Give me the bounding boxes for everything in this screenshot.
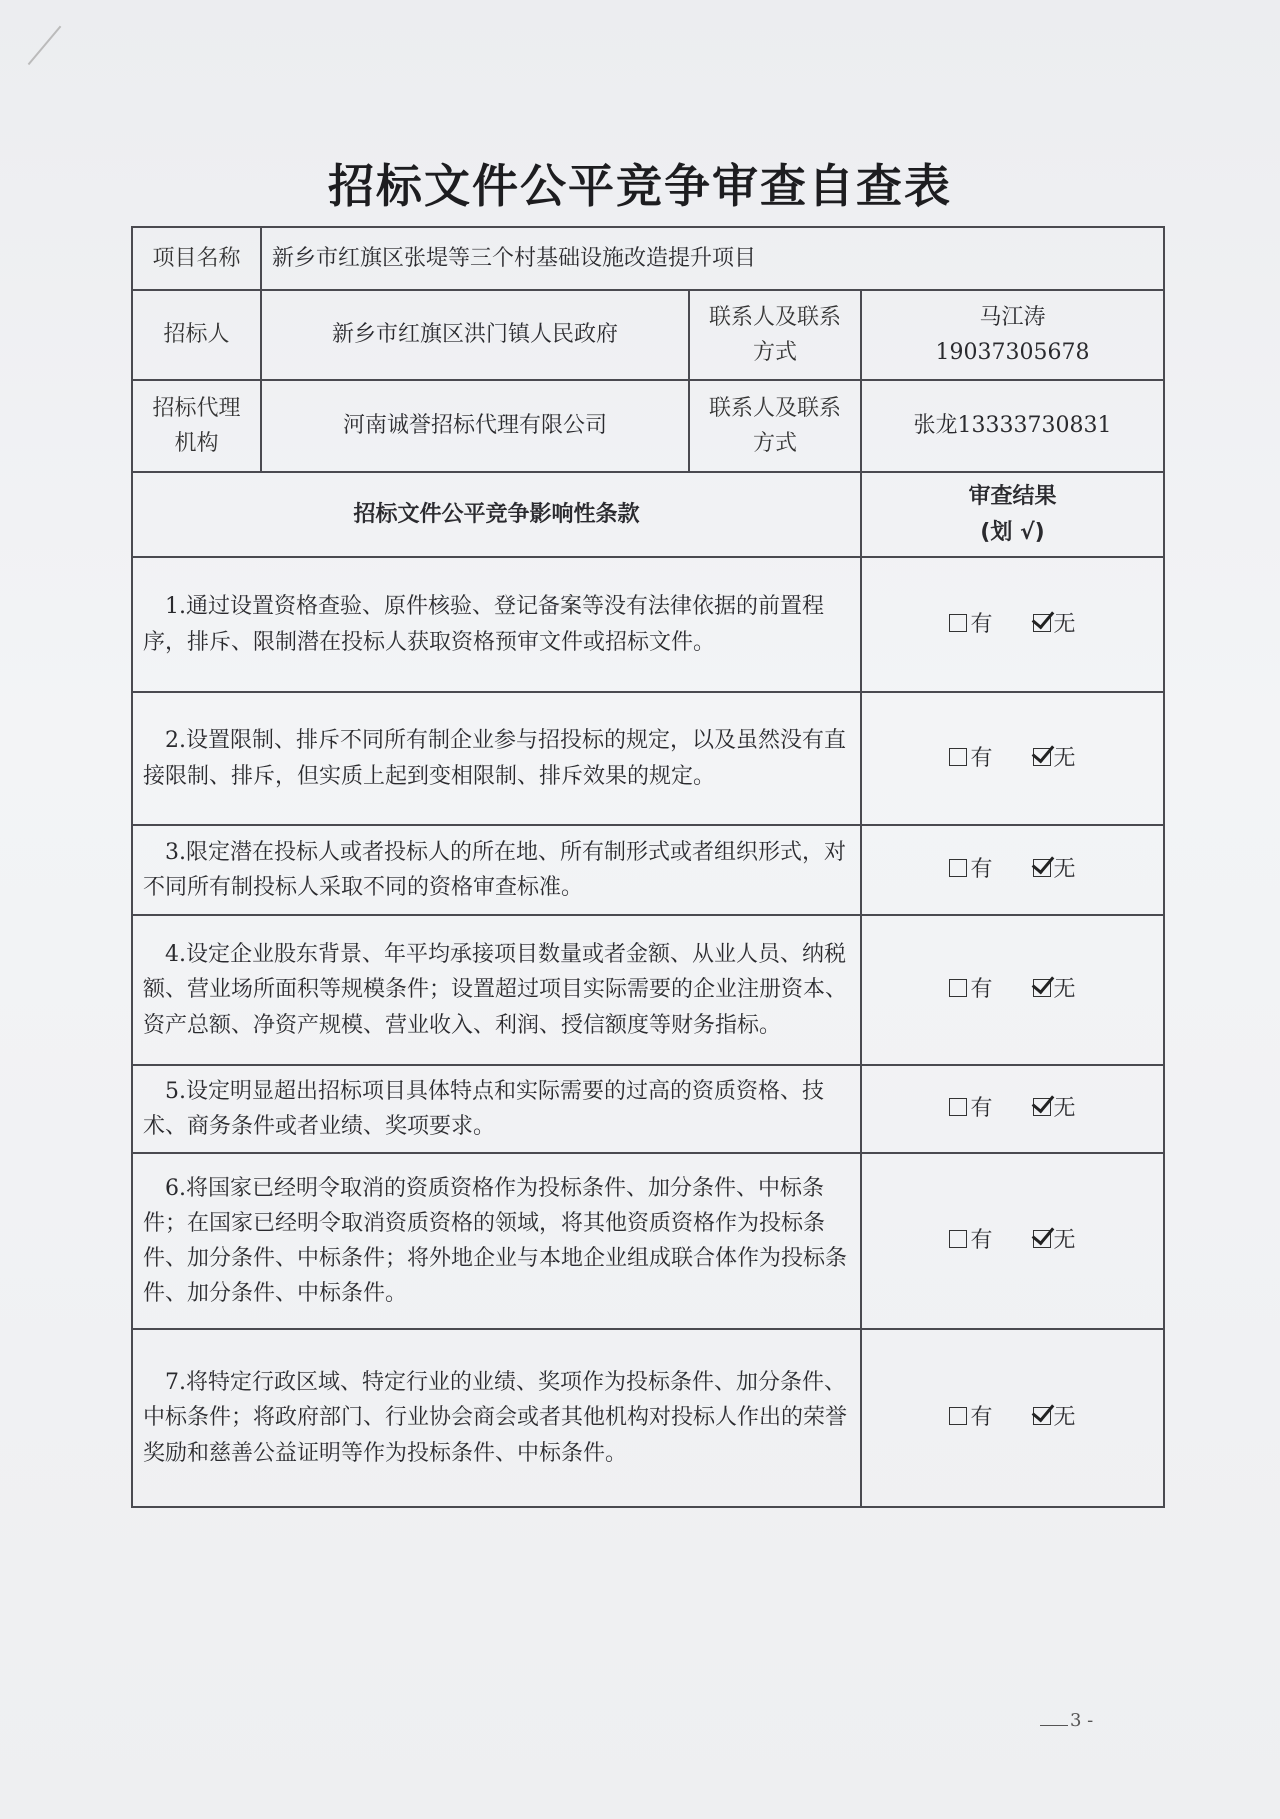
empty-box-icon[interactable] xyxy=(949,859,967,877)
result-header-title: 审查结果 xyxy=(968,484,1057,510)
tenderer-contact-name: 马江涛 xyxy=(979,304,1046,330)
clause-text: 7.将特定行政区域、特定行业的业绩、奖项作为投标条件、加分条件、中标条件；将政府部门、行业协会商会或者其他机构对投标人作出的荣誉奖励和慈善公益证明等作为投标条件、中标条件。 xyxy=(132,1329,861,1507)
option-label: 有 xyxy=(970,1405,993,1431)
checked-box-icon[interactable] xyxy=(1033,748,1051,766)
option-label: 无 xyxy=(1053,1228,1076,1254)
agency-row xyxy=(132,380,1164,472)
option-yes[interactable] xyxy=(949,1400,992,1435)
clause-row xyxy=(132,915,1164,1065)
clause-row xyxy=(132,1153,1164,1329)
tenderer-contact-label: 联系人及联系方式 xyxy=(689,290,861,380)
clause-text: 4.设定企业股东背景、年平均承接项目数量或者金额、从业人员、纳税额、营业场所面积等规模条件；设置超过项目实际需要的企业注册资本、资产总额、净资产规模、营业收入、利润、授信额度等财务指标。 xyxy=(132,915,861,1065)
clause-text: 1.通过设置资格查验、原件核验、登记备案等没有法律依据的前置程序，排斥、限制潜在投标人获取资格预审文件或招标文件。 xyxy=(132,557,861,692)
paper-crease xyxy=(28,26,85,85)
clause-row xyxy=(132,557,1164,692)
clause-text: 3.限定潜在投标人或者投标人的所在地、所有制形式或者组织形式，对不同所有制投标人采取不同的资格审查标准。 xyxy=(132,825,861,915)
clause-result xyxy=(861,692,1164,825)
option-yes[interactable] xyxy=(949,972,992,1007)
option-label: 有 xyxy=(970,745,993,771)
clauses-header: 招标文件公平竞争影响性条款 xyxy=(132,472,861,557)
empty-box-icon[interactable] xyxy=(949,1230,967,1248)
checked-box-icon[interactable] xyxy=(1033,859,1051,877)
option-no[interactable] xyxy=(1033,607,1076,642)
agency-contact: 张龙13333730831 xyxy=(861,380,1164,472)
clause-text: 5.设定明显超出招标项目具体特点和实际需要的过高的资质资格、技术、商务条件或者业绩、奖项要求。 xyxy=(132,1065,861,1153)
tenderer-label: 招标人 xyxy=(132,290,261,380)
tenderer-row xyxy=(132,290,1164,380)
clause-row xyxy=(132,692,1164,825)
tenderer-contact-phone: 19037305678 xyxy=(935,340,1090,365)
clause-result xyxy=(861,915,1164,1065)
empty-box-icon[interactable] xyxy=(949,614,967,632)
clause-rows xyxy=(132,557,1164,1507)
option-label: 无 xyxy=(1053,611,1076,637)
option-label: 无 xyxy=(1053,857,1076,883)
clause-result xyxy=(861,1065,1164,1153)
clause-row xyxy=(132,1065,1164,1153)
checked-box-icon[interactable] xyxy=(1033,1230,1051,1248)
project-row xyxy=(132,227,1164,290)
option-no[interactable] xyxy=(1033,972,1076,1007)
clause-row xyxy=(132,825,1164,915)
result-header-note: (划 √) xyxy=(980,519,1045,545)
clause-row xyxy=(132,1329,1164,1507)
option-no[interactable] xyxy=(1033,1091,1076,1126)
checked-box-icon[interactable] xyxy=(1033,979,1051,997)
checked-box-icon[interactable] xyxy=(1033,614,1051,632)
tenderer-name: 新乡市红旗区洪门镇人民政府 xyxy=(261,290,689,380)
option-label: 无 xyxy=(1053,745,1076,771)
option-label: 有 xyxy=(970,857,993,883)
option-yes[interactable] xyxy=(949,1091,992,1126)
option-yes[interactable] xyxy=(949,852,992,887)
checked-box-icon[interactable] xyxy=(1033,1407,1051,1425)
option-yes[interactable] xyxy=(949,741,992,776)
option-no[interactable] xyxy=(1033,1223,1076,1258)
option-yes[interactable] xyxy=(949,1223,992,1258)
empty-box-icon[interactable] xyxy=(949,1098,967,1116)
option-label: 无 xyxy=(1053,1096,1076,1122)
option-label: 无 xyxy=(1053,1405,1076,1431)
review-table xyxy=(131,226,1165,1508)
project-name: 新乡市红旗区张堤等三个村基础设施改造提升项目 xyxy=(261,227,1164,290)
empty-box-icon[interactable] xyxy=(949,1407,967,1425)
option-label: 无 xyxy=(1053,977,1076,1003)
option-label: 有 xyxy=(970,977,993,1003)
result-header xyxy=(861,472,1164,557)
option-no[interactable] xyxy=(1033,741,1076,776)
option-label: 有 xyxy=(970,1228,993,1254)
page-number: 3 - xyxy=(1040,1710,1093,1731)
agency-label: 招标代理机构 xyxy=(132,380,261,472)
clause-result xyxy=(861,557,1164,692)
clause-text: 6.将国家已经明令取消的资质资格作为投标条件、加分条件、中标条件；在国家已经明令取消资质资格的领域，将其他资质资格作为投标条件、加分条件、中标条件；将外地企业与本地企业组成联合体作为投标条件、加分条件、中标条件。 xyxy=(132,1153,861,1329)
option-label: 有 xyxy=(970,1096,993,1122)
option-yes[interactable] xyxy=(949,607,992,642)
header-row xyxy=(132,472,1164,557)
clause-text: 2.设置限制、排斥不同所有制企业参与招投标的规定，以及虽然没有直接限制、排斥，但实质上起到变相限制、排斥效果的规定。 xyxy=(132,692,861,825)
option-no[interactable] xyxy=(1033,852,1076,887)
clause-result xyxy=(861,825,1164,915)
clause-result xyxy=(861,1329,1164,1507)
project-label: 项目名称 xyxy=(132,227,261,290)
option-label: 有 xyxy=(970,611,993,637)
empty-box-icon[interactable] xyxy=(949,979,967,997)
agency-name: 河南诚誉招标代理有限公司 xyxy=(261,380,689,472)
clause-result xyxy=(861,1153,1164,1329)
empty-box-icon[interactable] xyxy=(949,748,967,766)
agency-contact-label: 联系人及联系方式 xyxy=(689,380,861,472)
page-number-value: 3 xyxy=(1070,1710,1082,1731)
tenderer-contact xyxy=(861,290,1164,380)
page-title: 招标文件公平竞争审查自查表 xyxy=(328,159,952,213)
checked-box-icon[interactable] xyxy=(1033,1098,1051,1116)
option-no[interactable] xyxy=(1033,1400,1076,1435)
